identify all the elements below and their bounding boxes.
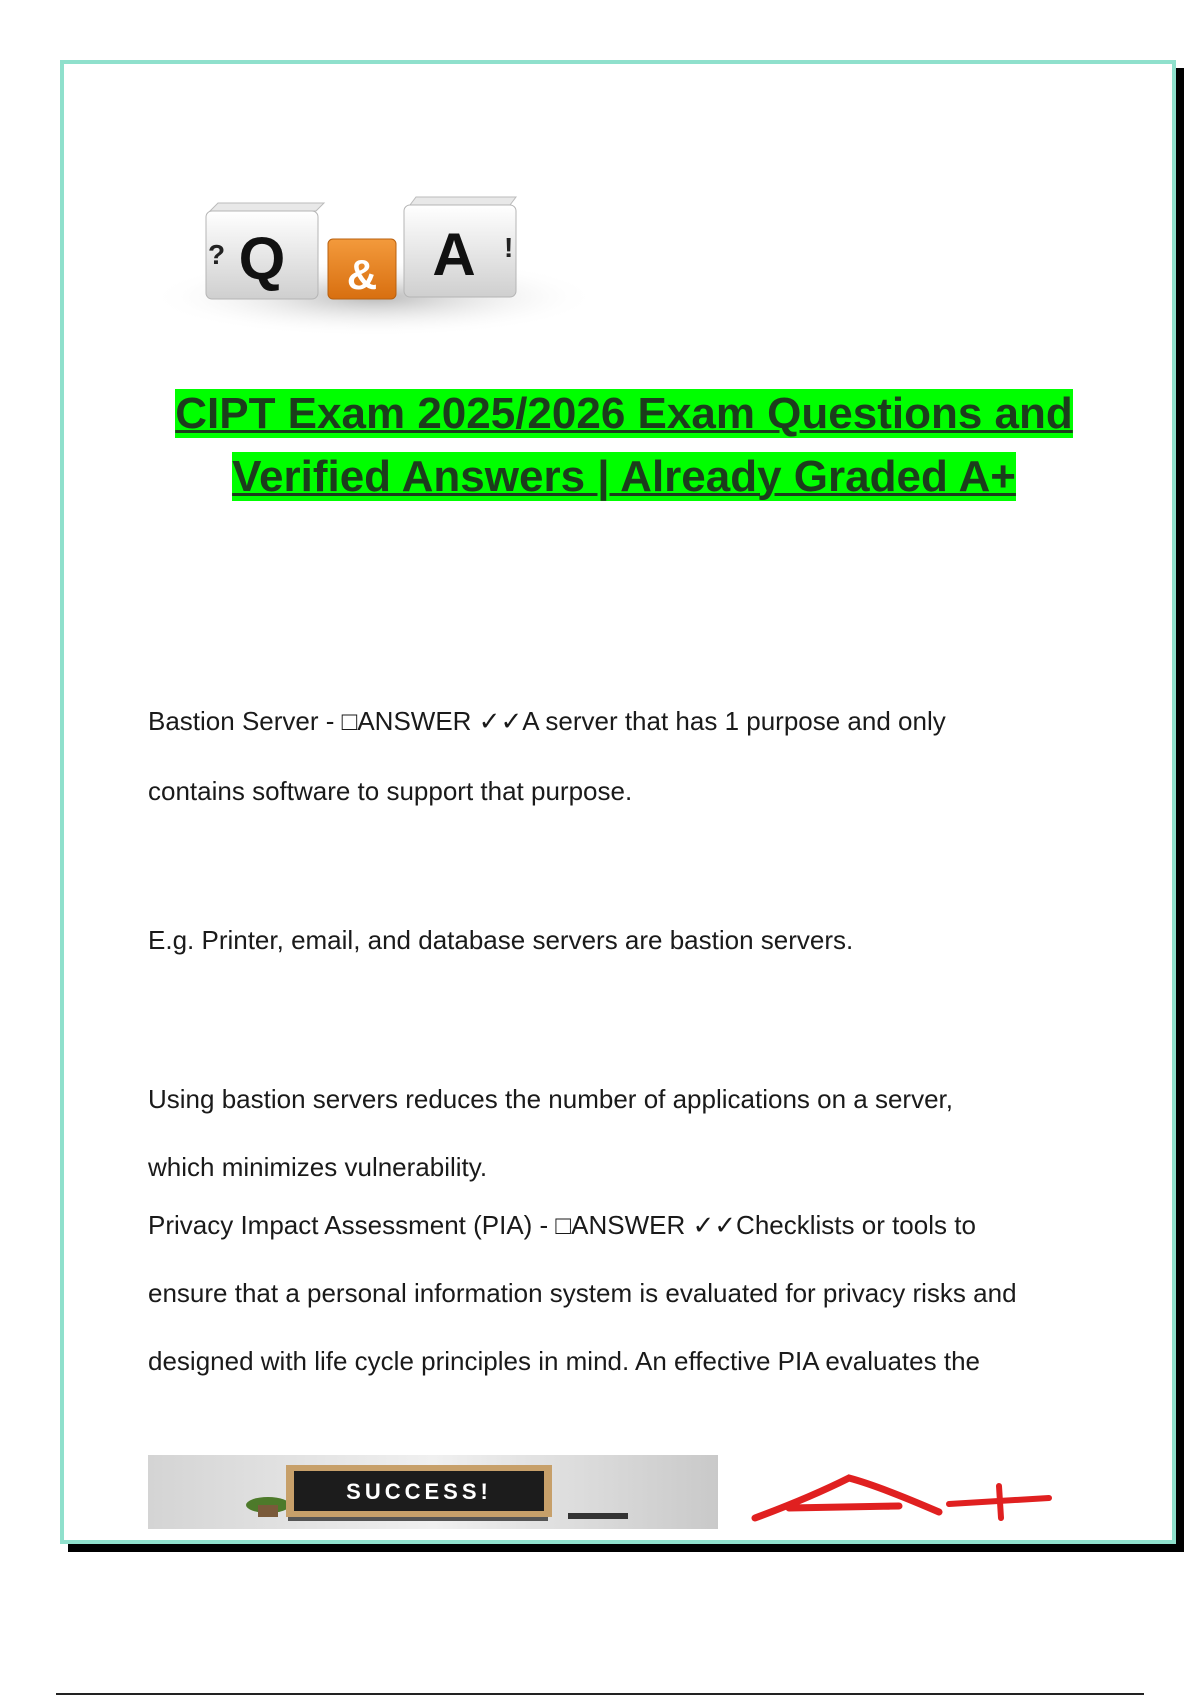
entry-bastion-benefit [148, 1065, 1148, 1201]
grade-a-plus-graphic [749, 1468, 1119, 1528]
q-cube-icon [206, 203, 324, 299]
a-cube-icon [404, 197, 516, 297]
entry-text-line: ensure that a personal information system is evaluated for privacy risks and [148, 1278, 1017, 1308]
page-frame [60, 60, 1176, 1544]
success-banner-image [148, 1455, 718, 1529]
entry-pia [148, 1191, 1148, 1395]
page-bottom-rule [56, 1693, 1144, 1695]
qa-logo [148, 139, 600, 339]
entry-text-line: designed with life cycle principles in mind. An effective PIA evaluates the [148, 1346, 980, 1376]
page-title: CIPT Exam 2025/2026 Exam Questions and Verified Answers | Already Graded A+ [175, 389, 1073, 501]
ampersand-cube-icon [328, 239, 396, 299]
svg-text:&: & [346, 251, 378, 298]
entry-text-line: Privacy Impact Assessment (PIA) - □ANSWER ✓✓Checklists or tools to [148, 1210, 976, 1240]
entry-text-line: Bastion Server - □ANSWER ✓✓A server that has 1 purpose and only [148, 706, 946, 736]
svg-text:Q: Q [238, 225, 286, 292]
entry-bastion-example [148, 922, 1148, 958]
entry-text-line: Using bastion servers reduces the number of applications on a server, [148, 1084, 953, 1114]
svg-text:SUCCESS!: SUCCESS! [346, 1479, 492, 1504]
title-block [174, 382, 1074, 508]
svg-text:!: ! [504, 232, 514, 263]
svg-text:?: ? [208, 239, 226, 270]
entry-text-line: which minimizes vulnerability. [148, 1152, 488, 1182]
svg-text:A+: A+ [934, 1508, 936, 1509]
svg-text:A: A [432, 221, 476, 288]
entry-text-line: contains software to support that purpose. [148, 776, 633, 806]
entry-bastion-server [148, 686, 1148, 826]
entry-text-line: E.g. Printer, email, and database servers are bastion servers. [148, 925, 854, 955]
